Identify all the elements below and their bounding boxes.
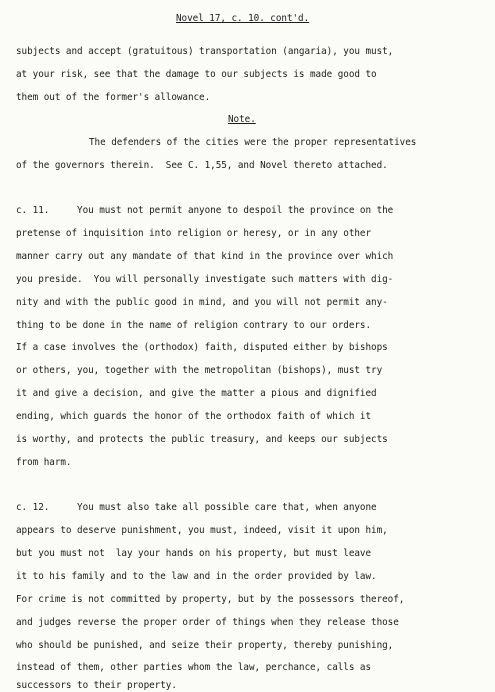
section-c12-line: appears to deserve punishment, you must, indeed, visit it upon him, bbox=[16, 525, 388, 536]
section-c11-line: it and give a decision, and give the matter a pious and dignified bbox=[16, 388, 377, 399]
section-c11-line: is worthy, and protects the public treasury, and keeps our subjects bbox=[16, 434, 388, 445]
intro-line: at your risk, see that the damage to our subjects is made good to bbox=[16, 69, 377, 80]
section-c11-line: nity and with the public good in mind, and you will not permit any- bbox=[16, 297, 388, 308]
section-c12-line: For crime is not committed by property, but by the possessors thereof, bbox=[16, 594, 405, 605]
section-c11-line: thing to be done in the name of religion contrary to our orders. bbox=[16, 320, 372, 331]
section-c11-line: c. 11. You must not permit anyone to despoil the province on the bbox=[16, 205, 394, 216]
note-line: of the governors therein. See C. 1,55, and Novel thereto attached. bbox=[16, 160, 388, 171]
intro-line: them out of the former's allowance. bbox=[16, 92, 211, 103]
section-c11-line: ending, which guards the honor of the orthodox faith of which it bbox=[16, 411, 372, 422]
section-c11-line: pretense of inquisition into religion or heresy, or in any other bbox=[16, 228, 372, 239]
section-c12-line: it to his family and to the law and in the order provided by law. bbox=[16, 571, 377, 582]
section-c11-line: you preside. You will personally investigate such matters with dig- bbox=[16, 274, 394, 285]
section-c12-line: successors to their property. bbox=[16, 680, 177, 691]
section-c12-line: c. 12. You must also take all possible care that, when anyone bbox=[16, 502, 377, 513]
intro-line: subjects and accept (gratuitous) transportation (angaria), you must, bbox=[16, 46, 394, 57]
section-c11-line: manner carry out any mandate of that kind in the province over which bbox=[16, 251, 394, 262]
section-c12-line: who should be punished, and seize their property, thereby punishing, bbox=[16, 640, 394, 651]
section-c12-line: instead of them, other parties whom the law, perchance, calls as bbox=[16, 662, 372, 673]
section-c11-line: or others, you, together with the metropolitan (bishops), must try bbox=[16, 365, 383, 376]
section-c11-line: If a case involves the (orthodox) faith, disputed either by bishops bbox=[16, 342, 388, 353]
note-line: The defenders of the cities were the proper representatives bbox=[89, 137, 417, 148]
section-c12-line: but you must not lay your hands on his property, but must leave bbox=[16, 548, 372, 559]
section-c12-line: and judges reverse the proper order of things when they release those bbox=[16, 617, 399, 628]
page-header: Novel 17, c. 10. cont'd. bbox=[176, 13, 310, 24]
section-c11-line: from harm. bbox=[16, 457, 72, 468]
note-heading: Note. bbox=[228, 114, 256, 125]
